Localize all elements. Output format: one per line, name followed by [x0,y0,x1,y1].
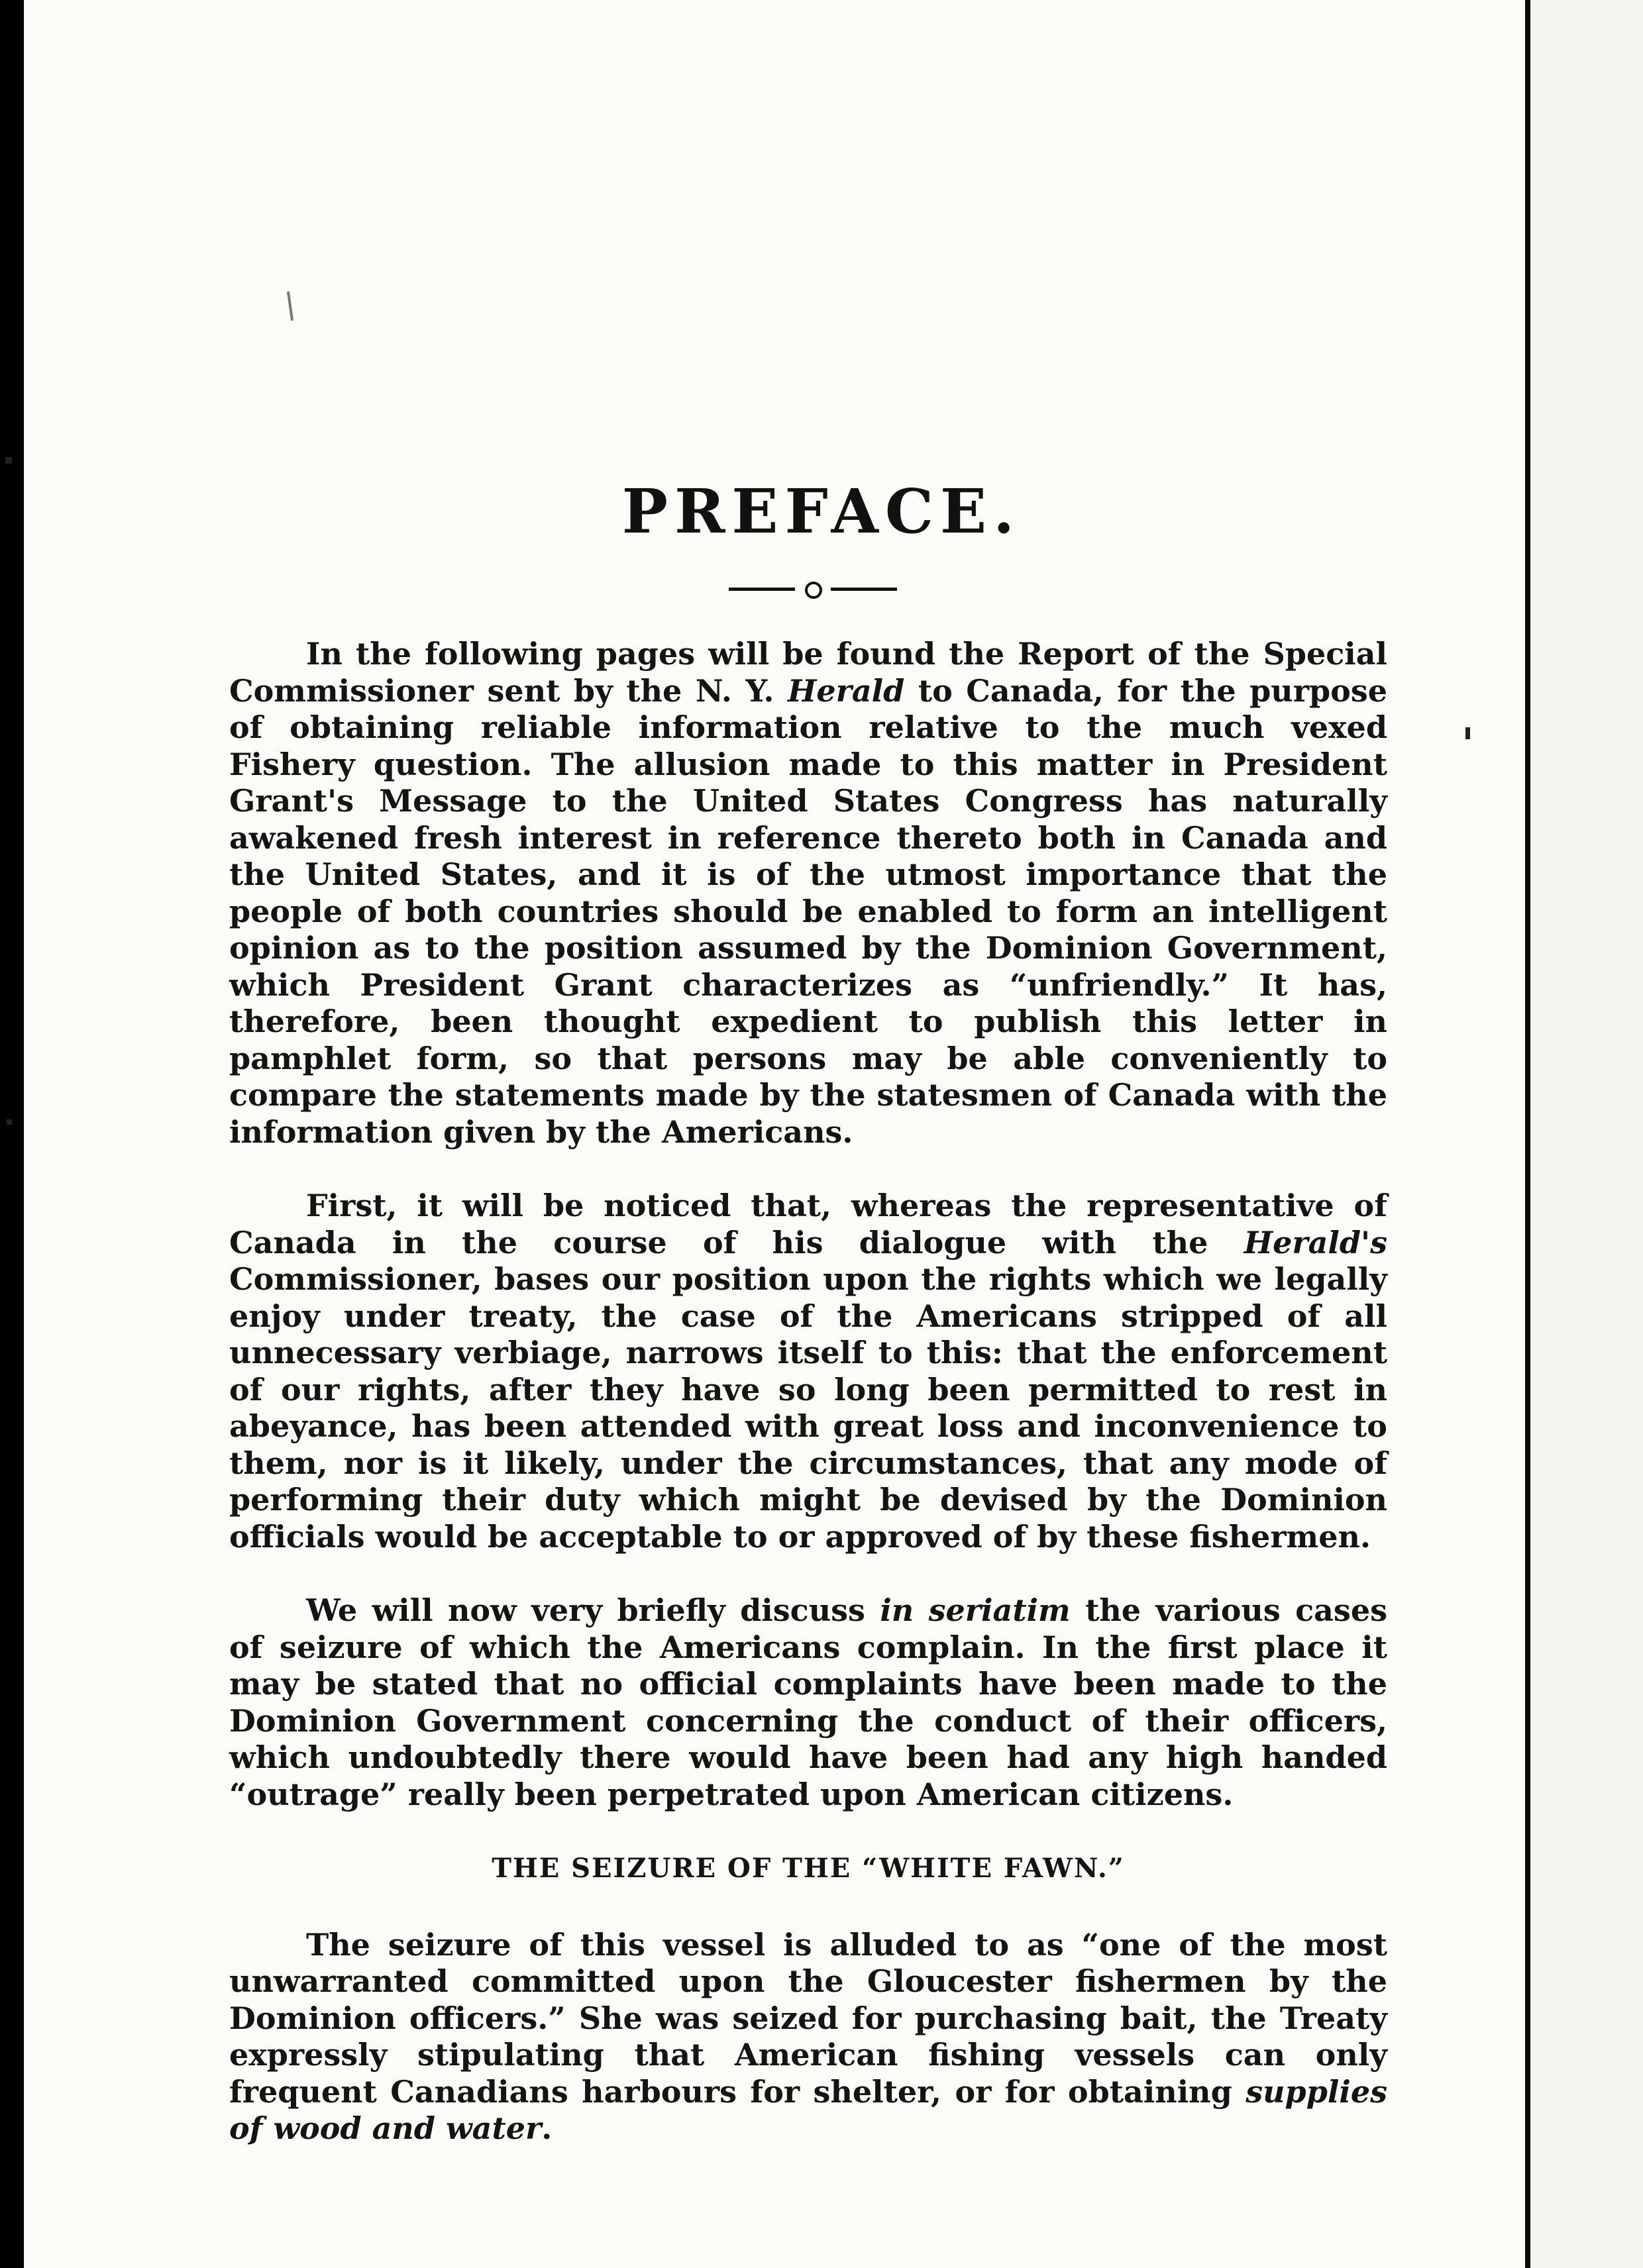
scan-speck [1465,727,1470,739]
title-divider [729,575,897,601]
adjacent-page-strip [1530,0,1643,2268]
paragraph: We will now very briefly discuss in seriatim the various cases of seizure of which the Americans complain. In the first place it may be stated that no official complaints have been made to the Dominion Government concerning the conduct of their officers, which undoubtedly there would have been had any high handed “outrage” really been perpetrated upon American citizens. [229,1592,1387,1812]
italic-phrase: Herald's [1244,1224,1387,1261]
scan-speck [7,1119,12,1125]
scan-speck [5,457,12,464]
divider-ornament [805,582,822,599]
italic-phrase: Herald [787,672,905,709]
italic-phrase: in seriatim [880,1592,1071,1628]
section-heading: THE SEIZURE OF THE “WHITE FAWN.” [492,1853,1125,1884]
paragraph: The seizure of this vessel is alluded to as “one of the most unwarranted committed upon the Gloucester fishermen by the Dominion officers.” She was seized for purchasing bait, the Treaty expressly stipulating that American fishing vessels can only frequent Canadians harbours for shelter, or for obtaining supplies of wood and water. [229,1926,1387,2146]
paragraph: In the following pages will be found the Report of the Special Commissioner sent by the N. Y. Herald to Canada, for the purpose of obtaining reliable information relative to the much vexed Fishery question. The allusion made to this matter in President Grant's Message to the United States Congress has naturally awakened fresh interest in reference thereto both in Canada and the United States, and it is of the utmost importance that the people of both countries should be enabled to form an intelligent opinion as to the position assumed by the Dominion Government, which President Grant characterizes as “unfriendly.” It has, therefore, been thought expedient to publish this letter in pamphlet form, so that persons may be able conveniently to compare the statements made by the statesmen of Canada with the information given by the Americans. [229,636,1387,1150]
paragraph: First, it will be noticed that, whereas the representative of Canada in the course of his dialogue with the Herald's Commissioner, bases our position upon the rights which we legally enjoy under treaty, the case of the Americans stripped of all unnecessary verbiage, narrows itself to this: that the enforcement of our rights, after they have so long been permitted to rest in abeyance, has been attended with great loss and inconvenience to them, nor is it likely, under the circumstances, that any mode of performing their duty which might be devised by the Dominion officials would be acceptable to or approved of by these fishermen. [229,1188,1387,1555]
page-title: PREFACE. [621,476,1022,547]
page-edge-rule [1525,0,1530,2268]
italic-phrase: supplies of wood and water [229,2073,1387,2146]
body-text [229,636,1387,2147]
